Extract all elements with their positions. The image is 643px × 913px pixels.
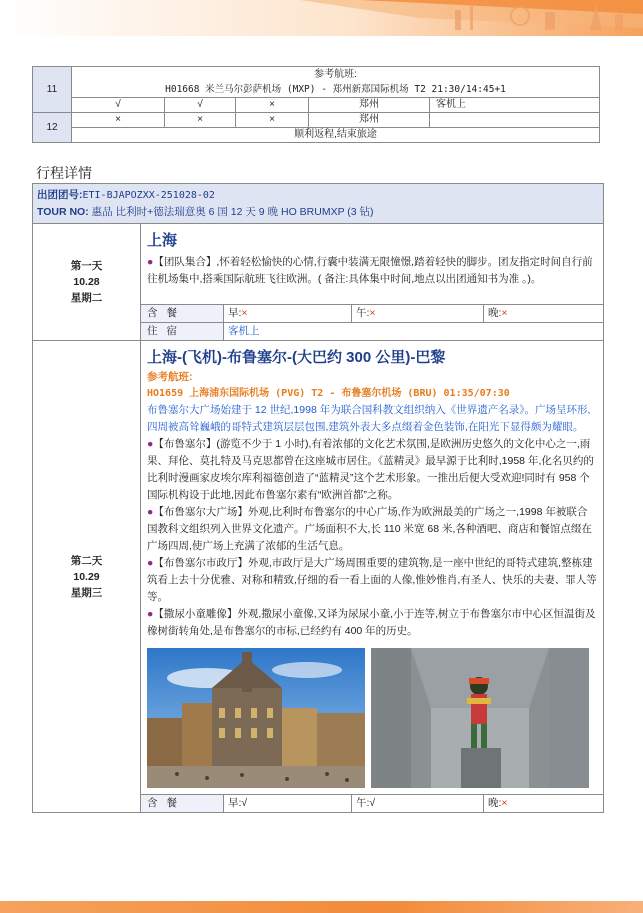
- row-number: 11: [33, 67, 72, 113]
- bullet-dot-icon: ●: [147, 256, 154, 268]
- bullet-dot-icon: ●: [147, 557, 154, 569]
- day-1-label: [33, 224, 141, 340]
- meal-lunch: √: [165, 98, 236, 113]
- group-number: ETI-BJAPOZXX-251028-02: [82, 190, 215, 201]
- meal-label: 含餐: [141, 305, 224, 322]
- lunch-cell: 午:√: [352, 795, 484, 812]
- meal-breakfast: ×: [72, 113, 165, 128]
- row-number: 12: [33, 113, 72, 143]
- tour-header: [33, 184, 603, 224]
- intro-text: 布鲁塞尔大广场始建于 12 世纪,1998 年为联合国科教文组织纳入《世界遗产名录》。广场呈环形,四周被高耸巍峨的哥特式建筑层层包围,建筑外表大多点缀着金色装饰,在阳光下显得颇为耀眼。: [147, 404, 591, 433]
- bottom-decorative-bar: [0, 901, 643, 913]
- day-number: 第二天: [70, 554, 103, 567]
- tour-name: 惠品 比利时+德法瑞意奥 6 国 12 天 9 晚 HO BRUMXP (3 钻): [91, 206, 374, 218]
- hotel-row: [141, 322, 603, 340]
- meals-row: [141, 794, 603, 812]
- hotel-label: 住宿: [141, 323, 224, 340]
- grand-place-photo: [147, 648, 365, 788]
- photo-row: [141, 640, 603, 794]
- paragraph-brussels: ●【布鲁塞尔】(游览不少于 1 小时),有着浓郁的文化艺术氛围,是欧洲历史悠久的文化中心之一,雨果、拜伦、莫扎特及马克思都曾在这座城市居住。《蓝精灵》最早源于比利时,1958 年,化名贝约的比利时漫画家皮埃尔库利福德创造了“蓝精灵”这个艺术形象。一推出后便大受欢迎!同时有 958 个国际机构设于此地,因此布鲁塞尔素有“欧洲首都”之称。: [147, 438, 594, 501]
- day-1: [33, 224, 603, 341]
- flight-summary-table: [32, 66, 600, 143]
- city: 郑州: [309, 113, 430, 128]
- breakfast-cell: 早:×: [224, 305, 352, 322]
- meals-row: [141, 304, 603, 322]
- top-decorative-banner: [0, 0, 643, 36]
- group-label: 出团团号:: [37, 189, 83, 201]
- meal-dinner: ×: [236, 113, 309, 128]
- day-title: 上海-(飞机)-布鲁塞尔-(大巴约 300 公里)-巴黎: [147, 349, 446, 366]
- flight-detail: HO1659 上海浦东国际机场 (PVG) T2 - 布鲁塞尔机场 (BRU) 01:35/07:30: [147, 388, 510, 399]
- flight-detail: H01668 米兰马尔彭萨机场 (MXP) - 郑州新郑国际机场 T2 21:30/14:45+1: [165, 84, 506, 95]
- day-title: 上海: [147, 232, 178, 249]
- meal-label: 含餐: [141, 795, 224, 812]
- section-title: 行程详情: [36, 165, 92, 181]
- hotel-value: 客机上: [228, 325, 260, 337]
- dinner-cell: 晚:×: [488, 307, 508, 319]
- bullet-dot-icon: ●: [147, 608, 154, 620]
- day-2-label: [33, 341, 141, 812]
- day-number: 第一天: [70, 260, 103, 272]
- breakfast-cell: 早:√: [224, 795, 352, 812]
- dinner-cell: 晚:×: [488, 797, 508, 809]
- day-date: 10.29: [73, 570, 100, 583]
- day-2: [33, 341, 603, 812]
- meal-dinner: ×: [236, 98, 309, 113]
- bullet-dot-icon: ●: [147, 506, 154, 518]
- day-weekday: 星期二: [70, 292, 103, 304]
- paragraph-grand-place: ●【布鲁塞尔大广场】外观,比利时布鲁塞尔的中心广场,作为欧洲最美的广场之一,1998 年被联合国教科文组织列入世界文化遗产。广场面积不大,长 110 米宽 68 米,各种酒吧、商店和餐馆点缀在广场四周,使广场上充满了浓郁的生活气息。: [147, 506, 592, 552]
- day-date: 10.28: [73, 276, 100, 288]
- flight-caption: 参考航班:: [147, 371, 193, 383]
- city: 郑州: [309, 98, 430, 113]
- bullet-dot-icon: ●: [147, 438, 154, 450]
- day-weekday: 星期三: [70, 586, 103, 599]
- meal-breakfast: √: [72, 98, 165, 113]
- flight-caption: 参考航班:: [314, 69, 357, 80]
- meal-lunch: ×: [165, 113, 236, 128]
- paragraph-town-hall: ●【布鲁塞尔市政厅】外观,市政厅是大广场周围重要的建筑物,是一座中世纪的哥特式建筑,整栋建筑看上去十分优雅、对称和精致,仔细的看一看上面的人像,惟妙惟肖,有圣人、快乐的夫妻、罪人等等。: [147, 557, 597, 603]
- trip-end-note: 顺利返程,结束旅途: [72, 128, 600, 143]
- paragraph-manneken-pis: ●【撒尿小童雕像】外观,撒尿小童像,又译为尿尿小童,小于连等,树立于布鲁塞尔市中心区恒温街及橡树街转角处,是布鲁塞尔的市标,已经约有 400 年的历史。: [147, 608, 596, 637]
- itinerary-table: [32, 183, 604, 813]
- day-description: ●【团队集合】,怀着轻松愉快的心情,行囊中装满无限憧憬,踏着轻快的脚步。团友指定时间自行前往机场集中,搭乘国际航班飞往欧洲。( 备注:具体集中时间,地点以出团通知书为准 。)。: [147, 256, 593, 285]
- tour-label: TOUR NO:: [37, 206, 89, 218]
- lunch-cell: 午:×: [352, 305, 484, 322]
- hotel: 客机上: [430, 98, 600, 113]
- manneken-pis-photo: [371, 648, 589, 788]
